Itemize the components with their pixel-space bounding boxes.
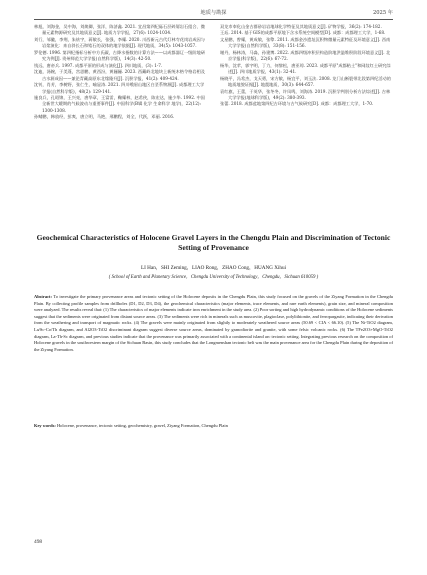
- reference-entry: 孙鲭鹏，韩放经，彭爽，唐立明，马艳，邢鹏程，刘全，代跃，邓丽. 2016.: [34, 114, 175, 120]
- reference-entry: 袁红旗，王蕾，于英华，张冬冬，许凤鸣，刘海涛. 2019. 沉积学判别分析方法综述[J]. 吉林大学学报(地球科学版)，49(2): 380-393.: [220, 88, 391, 100]
- abstract-text: To investigate the primary provenance areas and tectonic setting of the Holocene deposits in the Chengdu Plain, this study focused on the gravels of the Ziyang Formation in the Chengdu Plain. By collecting profile samples from drillholes (D1, D2, D3, D4), the geochemical characteristics (major elements, trace elements, and rare earth elements), grain size, and mineral composition were analyzed. The results reveal that: (1) The characteristics of major elements indicate iron enrichment in the study area. (2) Poor sorting and high hydrodynamic conditions of the Holocene sediments suggest that the sediments were originated from distant source areas. (3) The sediments were rich in minerals such as muscovite, plagioclase, polylithionite, and ferropargasite, indicating their derivation from the weathering and transport of magmatic rocks. (4) The gravels were mainly originated from slightly to moderately weathered source areas (50.69 < CIA < 66.10). (5) The Ni-TiO2 diagram, La/Sc-Co/Th diagram, and Al2O3-TiO2 discriminant diagram suggest diverse source areas, dominated by granodiorite and granite, with some felsic volcanic rocks. (6) The TFe2O3+MgO-TiO2 diagram, La-Th-Sc diagram, and previous studies indicate that the provenance was primarily associated with a continental island arc tectonic setting. Integrating previous research on the composition of Holocene gravels in the southwestern margin of the Sichuan Basin, this study concludes that the Longmenshan tectonic belt was the main provenance area for the Chengdu Plain during the deposition of the Ziyang Formation.: [34, 294, 393, 352]
- reference-entry: 钱远，唐帝兵. 1997. 成都平原的形成与演化[J]. 四川地质，(3): 1-7.: [34, 62, 163, 68]
- reference-list-right: [220, 24, 394, 108]
- keywords-label: Key words:: [34, 423, 56, 428]
- keywords-text: Holocene, provenance, tectonic setting, geochemistry, gravel, Ziyang Formation, Chengdu Plain: [56, 423, 228, 428]
- english-affiliation: ( School of Earth and Planetary Science，Chengdu University of Technology，Chengdu，Sichuan 610059 ): [108, 275, 319, 280]
- reference-entry: 杨晓平，冯希杰，戈天勇，宋方敏，杨宜平，刘玉法. 2008. 龙门山断裂带北段第四纪活动的地质地貌证据[J]. 地震地质，30(3): 644-657.: [220, 75, 391, 88]
- reference-entry: 沈迪，汤婉，于美蓬，宫思鹏，黄西汾，黄骊骊. 2023. 西藏岭北地块上新统木格令格岩相及古水源成因——兼论青藏高原东北缘隆升[J]. 沉积学报，41(2): 409-424.: [34, 69, 205, 81]
- english-authors: LI Han，SHI Zeming，LIAO Rong，ZHAO Cong，HUANG Xihui: [140, 265, 287, 271]
- running-header: [34, 9, 393, 19]
- english-abstract: [34, 294, 393, 353]
- reference-entry: 沈钊，肖芳，李树野，张仁生，喻显涛. 2021. 四川峨眉山地区白垩系物源[J]. 成都理工大学学报(自然科学版)，48(2): 129-141.: [34, 82, 205, 94]
- reference-entry: 林旭，刘海金，吴中海，刘焕卿，张洋，陈济鑫. 2021. 宜昌第四纪砾石层碎屑岩石组合、微量元素物源研究及其地质意义[J]. 地质力学学报，27(6): 1024-1034.: [34, 24, 205, 36]
- reference-entry: 双龙市奉化山金古群砂岩岩地球化学特征及其地质意义[J]. 矿物学报，36(2): 174-182.: [220, 24, 382, 29]
- reference-entry: 刘行，邹徽，李荆，朱炫宇，蒋敏长，张强，李耀. 2020. 川西新元古代灯林寺花岗岩成因与岩浆演化：来自斜长石和锆石的双体的地学依据[J]. 现代地质，34(5): 1043-1057.: [34, 36, 205, 49]
- reference-entry: 文星鹏，曾耀，黄成敏，张擎. 2011. 成都金沙遗址沉积物微量元素特征及环境意义[J]. 西南大学学报(自然科学版)，33(8): 151-156.: [220, 36, 391, 49]
- reference-entry: 谢丹，杨林涛，马淼，孙建博. 2022. 成都四级冲积层构造阶地洪溢堆积阶段环境意义[J]. 北京学报(科学版)，22(6): 67-72.: [220, 49, 391, 62]
- page-number: 498: [34, 539, 43, 545]
- english-keywords: [34, 423, 393, 430]
- reference-entry: 施良兵，孔昭锦，王兴亮，唐华章，王富雷，鞠耀林，赵希侠，陈宏达，施少华. 1992. 中国全新世大暖期的气候波动与重要事件[J]. 中国科学(B辑 化学 生命科学 地学)，22(12): 1300-1308.: [34, 94, 205, 113]
- journal-name: 地质与勘探: [200, 10, 227, 16]
- header-rule: [34, 19, 393, 20]
- reference-entry: 杨华，沈苹，郭宇明，丁力，何黎松，唐亚琼. 2023. 成都平原"成都粘土"和网纹红土研究综述[J]. 四川地质学报，43(1): 32-41.: [220, 62, 391, 75]
- reference-entry: 王珏. 2014. 基于GIS的成都平原地下含水系统空间模型[D]. 成都：成都理工大学，1-68.: [220, 30, 386, 36]
- reference-list-left: [34, 24, 206, 121]
- reference-entry: 张蕾. 2018. 成都盆地第四纪古环境与古气候研究[D]. 成都：成都理工大学，1-70.: [220, 101, 374, 107]
- abstract-label: Abstract:: [34, 294, 52, 299]
- header-year: 2025 年: [372, 10, 393, 16]
- english-title: Geochemical Characteristics of Holocene Gravel Layers in the Chengdu Plain and Discrimination of Tectonic Setting of Provenance: [36, 233, 391, 252]
- reference-entry: 罗伦德. 1996. 第四纪指标分析中方氏碳，古降水指数的计算方法——以成都器辽一级阶地研究为例[J]. 贵州师范大学学报(自然科学版)，14(3): 42-50.: [34, 49, 205, 62]
